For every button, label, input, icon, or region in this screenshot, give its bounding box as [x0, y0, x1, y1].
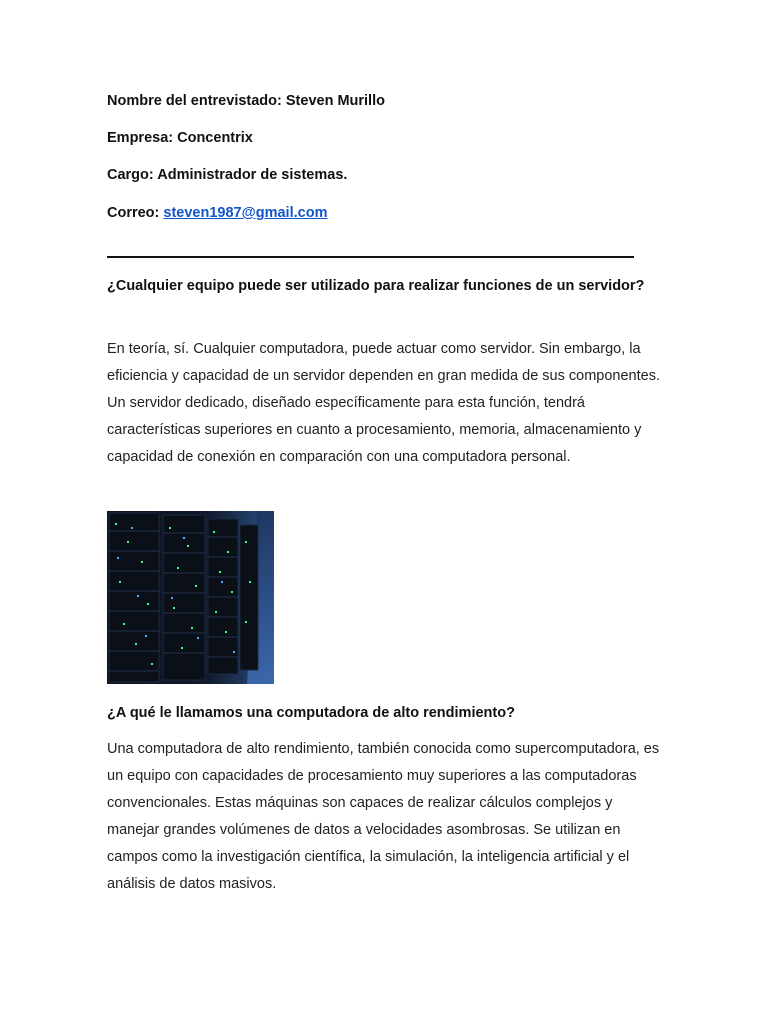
- question-2: ¿A qué le llamamos una computadora de alto rendimiento?: [107, 705, 515, 721]
- question-1: ¿Cualquier equipo puede ser utilizado para realizar funciones de un servidor?: [107, 278, 645, 294]
- interviewee-name-line: [107, 91, 385, 111]
- company-label: Empresa:: [107, 130, 174, 146]
- answer-1: En teoría, sí. Cualquier computadora, puede actuar como servidor. Sin embargo, la eficiencia y capacidad de un servidor dependen en gran medida de sus componentes. Un servidor dedicado, diseñado específicamente para esta función, tendrá características superiores en cuanto a procesamiento, memoria, almacenamiento y capacidad de conexión en comparación con una computadora personal.: [107, 341, 660, 465]
- role-value: Administrador de sistemas.: [157, 167, 348, 183]
- server-racks-image: [107, 511, 274, 684]
- role-line: [107, 165, 347, 185]
- name-value: Steven Murillo: [285, 93, 385, 109]
- name-label: Nombre del entrevistado:: [107, 93, 282, 109]
- separator-rule: [107, 256, 634, 258]
- role-label: Cargo:: [107, 167, 154, 183]
- email-link[interactable]: steven1987@gmail.com: [163, 205, 328, 221]
- company-value: Concentrix: [177, 130, 253, 146]
- answer-2: Una computadora de alto rendimiento, también conocida como supercomputadora, es un equipo con capacidades de procesamiento muy superiores a las computadoras convencionales. Estas máquinas son capaces de realizar cálculos complejos y manejar grandes volúmenes de datos a velocidades asombrosas. Se utilizan en campos como la investigación científica, la simulación, la inteligencia artificial y el análisis de datos masivos.: [107, 741, 660, 892]
- email-line: [107, 203, 327, 223]
- company-line: [107, 128, 253, 148]
- email-label: Correo:: [107, 205, 160, 221]
